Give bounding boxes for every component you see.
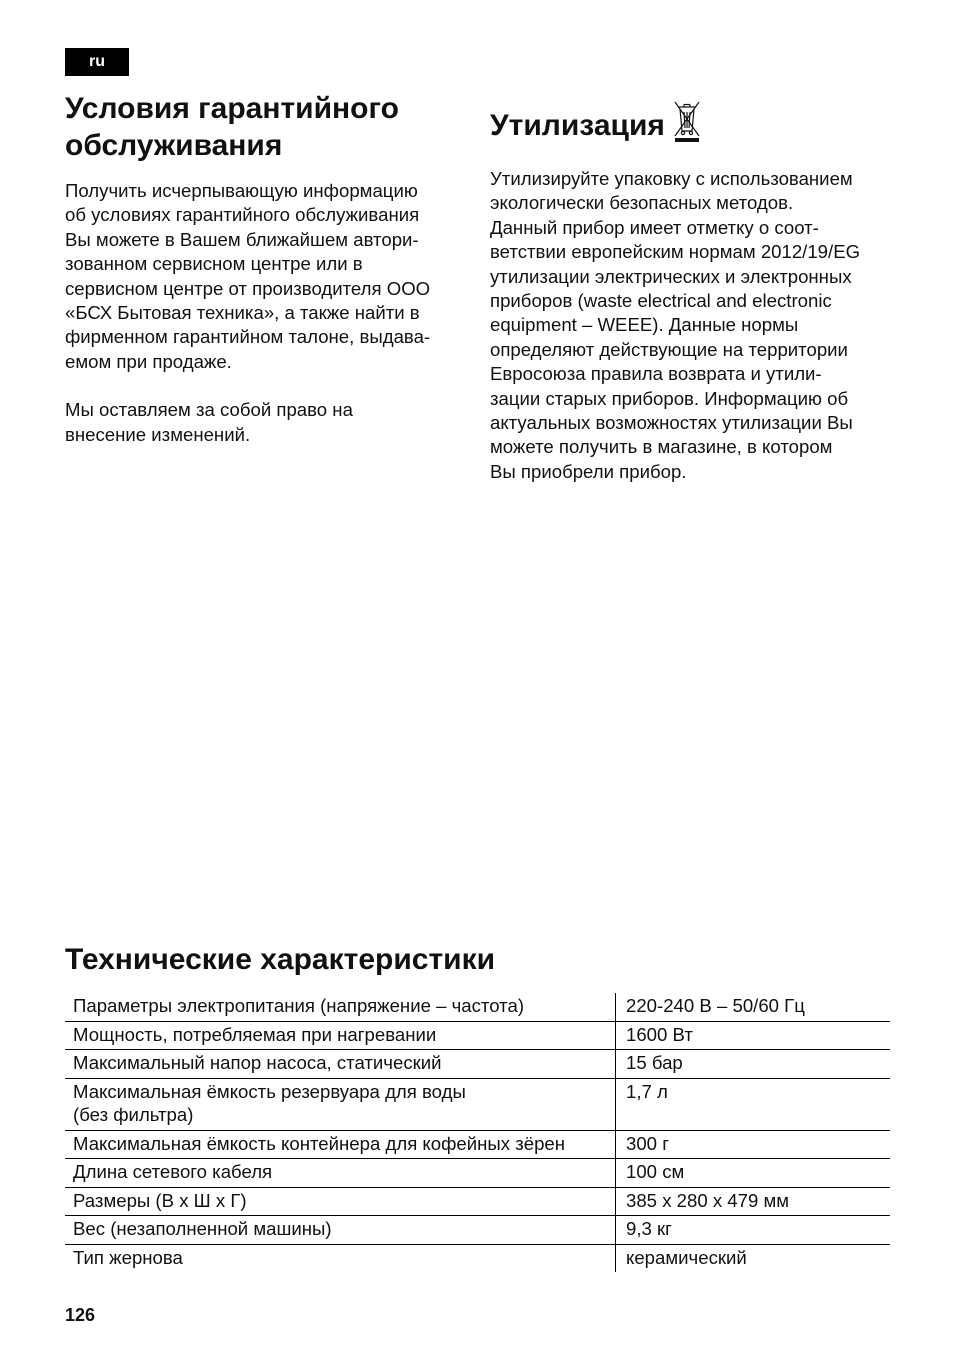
- text-line: Утилизируйте упаковку с использованием: [490, 168, 853, 189]
- text-line: можете получить в магазине, в котором: [490, 436, 833, 458]
- spec-parameter: [65, 1216, 616, 1245]
- spec-value: 9,3 кг: [616, 1216, 891, 1245]
- text-line: Мощность, потребляемая при нагревании: [73, 1023, 437, 1045]
- spec-value: 300 г: [616, 1130, 891, 1159]
- spec-value: 1600 Вт: [616, 1021, 891, 1050]
- spec-parameter: [65, 1021, 616, 1050]
- text-line: Данный прибор имеет отметку о соот-: [490, 216, 819, 238]
- warranty-title: [65, 90, 465, 164]
- table-row: [65, 1130, 890, 1159]
- text-line: Вы можете в Вашем ближайшем автори-: [65, 228, 419, 250]
- language-badge: ru: [65, 48, 129, 76]
- table-row: [65, 993, 890, 1021]
- text-line: определяют действующие на территории: [490, 338, 848, 360]
- disposal-paragraph: [490, 167, 900, 484]
- warranty-title-line: обслуживания: [65, 129, 283, 162]
- disposal-title-text: Утилизация: [490, 109, 665, 142]
- text-line: утилизации электрических и электронных: [490, 265, 852, 287]
- text-line: зации старых приборов. Информацию об: [490, 387, 849, 409]
- warranty-section: [65, 90, 465, 447]
- spec-parameter: [65, 993, 616, 1021]
- tech-specs-table: [65, 993, 890, 1272]
- spec-value: 100 см: [616, 1159, 891, 1188]
- text-line: Тип жернова: [73, 1246, 183, 1268]
- text-line: сервисном центре от производителя ООО: [65, 277, 431, 299]
- table-row: [65, 1050, 890, 1079]
- text-line: экологически безопасных методов.: [490, 192, 794, 214]
- text-line: Параметры электропитания (напряжение – частота): [73, 995, 525, 1016]
- text-line: зованном сервисном центре или в: [65, 253, 363, 275]
- text-line: Длина сетевого кабеля: [73, 1161, 273, 1182]
- text-line: Максимальный напор насоса, статический: [73, 1052, 442, 1073]
- table-row: [65, 1216, 890, 1245]
- spec-value: 1,7 л: [616, 1078, 891, 1130]
- warranty-paragraph: [65, 179, 465, 374]
- text-line: equipment – WEEE). Данные нормы: [490, 314, 799, 336]
- spec-parameter: [65, 1078, 616, 1130]
- spec-value: керамический: [616, 1244, 891, 1272]
- text-line: Вы приобрели прибор.: [490, 460, 687, 482]
- spec-parameter: [65, 1050, 616, 1079]
- tech-specs-title: Технические характеристики: [65, 943, 496, 976]
- text-line: Мы оставляем за собой право на: [65, 399, 353, 421]
- text-line: ветствии европейским нормам 2012/19/EG: [490, 241, 861, 263]
- table-row: [65, 1021, 890, 1050]
- spec-value: 15 бар: [616, 1050, 891, 1079]
- warranty-title-line: Условия гарантийного: [65, 92, 399, 125]
- disposal-section: [490, 90, 900, 484]
- text-line: «БСХ Бытовая техника», а также найти в: [65, 302, 420, 324]
- table-row: [65, 1078, 890, 1130]
- weee-crossed-bin-icon: [671, 98, 703, 153]
- changes-notice: [65, 398, 465, 447]
- text-line: приборов (waste electrical and electronic: [490, 290, 832, 312]
- text-line: фирменном гарантийном талоне, выдава-: [65, 326, 431, 348]
- text-line: Максимальная ёмкость резервуара для воды: [73, 1080, 466, 1102]
- text-line: внесение изменений.: [65, 423, 251, 445]
- spec-parameter: [65, 1130, 616, 1159]
- text-line: Евросоюза правила возврата и утили-: [490, 363, 822, 385]
- disposal-title: [490, 98, 900, 153]
- text-line: Вес (незаполненной машины): [73, 1218, 332, 1239]
- spec-parameter: [65, 1187, 616, 1216]
- table-row: [65, 1187, 890, 1216]
- table-row: [65, 1159, 890, 1188]
- text-line: (без фильтра): [73, 1104, 194, 1125]
- text-line: Получить исчерпывающую информацию: [65, 180, 418, 201]
- text-line: об условиях гарантийного обслуживания: [65, 204, 420, 226]
- text-line: Максимальная ёмкость контейнера для кофейных зёрен: [73, 1132, 566, 1154]
- spec-parameter: [65, 1244, 616, 1272]
- spec-parameter: [65, 1159, 616, 1188]
- spec-value: 385 x 280 x 479 мм: [616, 1187, 891, 1216]
- text-line: емом при продаже.: [65, 350, 232, 372]
- text-line: Размеры (В х Ш х Г): [73, 1189, 247, 1211]
- text-line: актуальных возможностях утилизации Вы: [490, 412, 853, 434]
- page-number: 126: [65, 1305, 96, 1325]
- table-row: [65, 1244, 890, 1272]
- spec-value: 220-240 В – 50/60 Гц: [616, 993, 891, 1021]
